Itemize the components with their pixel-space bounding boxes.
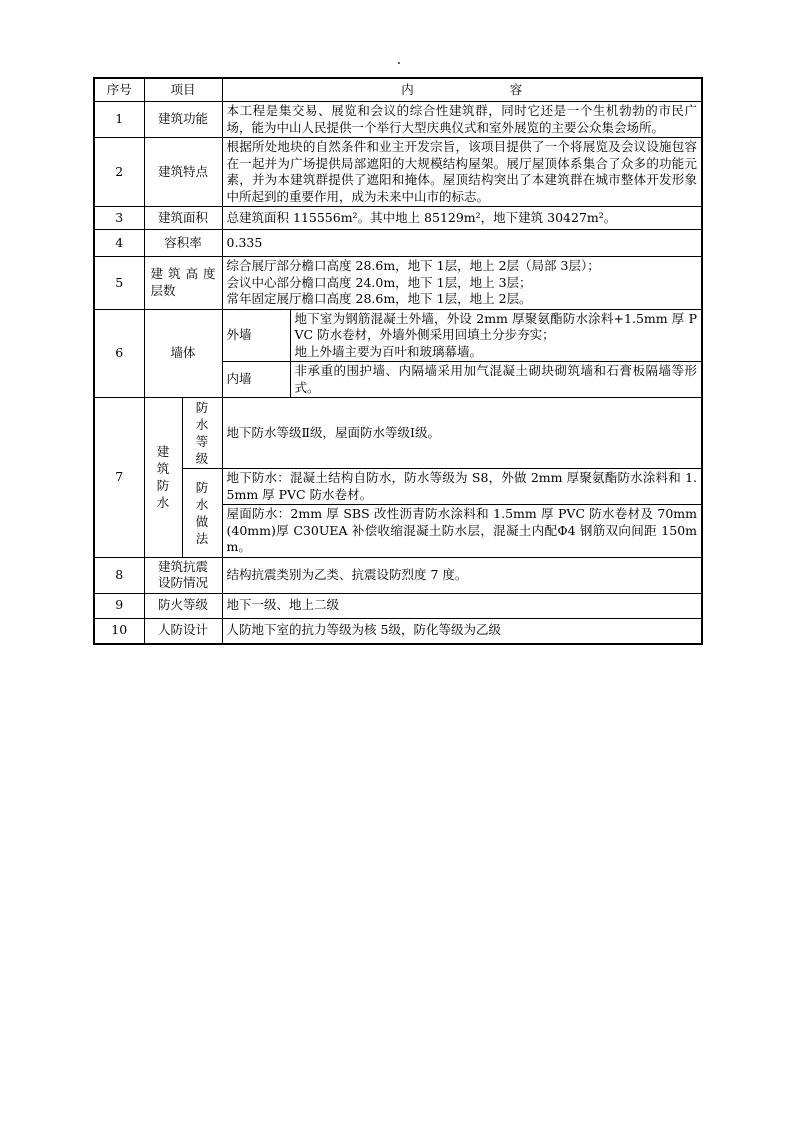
vert-char: 法	[195, 530, 209, 546]
table-row	[94, 557, 702, 593]
outer-wall-line: 地下室为钢筋混凝土外墙，外设 2mm 厚聚氨酯防水涂料+1.5mm 厚 PVC 防水卷材，外墙外侧采用回填土分步夯实；	[294, 310, 698, 342]
row-item: 建 筑 高 度 层数	[144, 257, 222, 310]
vert-char: 防	[195, 479, 209, 495]
row-no: 10	[94, 618, 144, 644]
page-dot	[398, 62, 400, 64]
row-content: 结构抗震类别为乙类、抗震设防烈度 7 度。	[222, 557, 702, 593]
table-row	[94, 207, 702, 230]
row-content: 本工程是集交易、展览和会议的综合性建筑群，同时它还是一个生机勃勃的市民广场，能为中山人民提供一个举行大型庆典仪式和室外展览的主要公众集会场所。	[222, 102, 702, 138]
vert-char: 水	[195, 417, 209, 432]
row-content	[222, 257, 702, 310]
table-row	[94, 469, 702, 505]
header-row	[94, 78, 702, 102]
header-no: 序号	[94, 78, 144, 102]
vert-char: 建	[156, 444, 170, 460]
row-no: 5	[94, 257, 144, 310]
row-no: 9	[94, 593, 144, 618]
outer-wall-line: 地上外墙主要为百叶和玻璃幕墙。	[294, 343, 483, 359]
row-item: 建筑功能	[144, 102, 222, 138]
vert-char: 做	[195, 513, 209, 529]
row-no: 8	[94, 557, 144, 593]
row-item: 建筑抗震设防情况	[144, 557, 222, 593]
row-no: 3	[94, 207, 144, 230]
vert-char: 防	[156, 478, 170, 494]
outer-wall-label: 外墙	[222, 309, 290, 362]
outer-wall-content	[290, 309, 702, 362]
waterproof-grade-label	[182, 398, 222, 469]
row-no: 2	[94, 138, 144, 207]
row-item: 墙体	[144, 309, 222, 398]
vert-char: 级	[195, 451, 209, 466]
row-no: 6	[94, 309, 144, 398]
roof-waterproof-content: 屋面防水：2mm 厚 SBS 改性沥青防水涂料和 1.5mm 厚 PVC 防水卷材及 70mm(40mm)厚 C30UEA 补偿收缩混凝土防水层，混凝土内配Φ4 钢筋双向间距 150mm。	[222, 505, 702, 558]
header-content-a: 内	[401, 81, 414, 97]
project-overview-table	[93, 77, 703, 645]
row-content: 总建筑面积 115556m²。其中地上 85129m²，地下建筑 30427m²。	[222, 207, 702, 230]
row-no: 7	[94, 398, 144, 558]
header-content-b: 容	[509, 81, 523, 97]
row-item: 人防设计	[144, 618, 222, 644]
waterproof-grade-content: 地下防水等级Ⅱ级，屋面防水等级Ⅰ级。	[222, 398, 702, 469]
row-no: 1	[94, 102, 144, 138]
header-item: 项目	[144, 78, 222, 102]
table-row	[94, 618, 702, 644]
header-content	[222, 78, 702, 102]
table-row	[94, 138, 702, 207]
inner-wall-label: 内墙	[222, 362, 290, 398]
vert-char: 水	[156, 495, 170, 511]
waterproof-item-label	[144, 398, 182, 558]
vert-char: 防	[195, 400, 209, 415]
row-item: 防火等级	[144, 593, 222, 618]
table-row	[94, 102, 702, 138]
waterproof-method-label	[182, 469, 222, 558]
table-row	[94, 593, 702, 618]
row-item: 容积率	[144, 230, 222, 257]
table-row	[94, 230, 702, 257]
table-row	[94, 398, 702, 469]
table-row	[94, 257, 702, 310]
row-content: 地下一级、地上二级	[222, 593, 702, 618]
table-row	[94, 309, 702, 362]
row-no: 4	[94, 230, 144, 257]
inner-wall-content: 非承重的围护墙、内隔墙采用加气混凝土砌块砌筑墙和石膏板隔墙等形式。	[290, 362, 702, 398]
row-content: 0.335	[222, 230, 702, 257]
underground-waterproof-content: 地下防水：混凝土结构自防水，防水等级为 S8，外做 2mm 厚聚氨酯防水涂料和 1.5mm 厚 PVC 防水卷材。	[222, 469, 702, 505]
vert-char: 筑	[156, 461, 170, 477]
height-line: 常年固定展厅檐口高度 28.6m，地下 1层，地上 2层。	[226, 291, 532, 306]
vert-char: 等	[195, 434, 209, 449]
row-item: 建筑面积	[144, 207, 222, 230]
vert-char: 水	[195, 496, 209, 512]
height-line: 会议中心部分檐口高度 24.0m，地下 1层，地上 3层；	[226, 274, 532, 290]
row-item: 建筑特点	[144, 138, 222, 207]
height-line: 综合展厅部分檐口高度 28.6m，地下 1层，地上 2层（局部 3层）；	[226, 258, 600, 273]
row-content: 人防地下室的抗力等级为核 5级，防化等级为乙级	[222, 618, 702, 644]
row-content: 根据所处地块的自然条件和业主开发宗旨，该项目提供了一个将展览及会议设施包容在一起并为广场提供局部遮阳的大规模结构屋架。展厅屋顶体系集合了众多的功能元素，并为本建筑群提供了遮阳和掩体。屋顶结构突出了本建筑群在城市整体开发形象中所起到的重要作用，成为未来中山市的标志。	[222, 138, 702, 207]
